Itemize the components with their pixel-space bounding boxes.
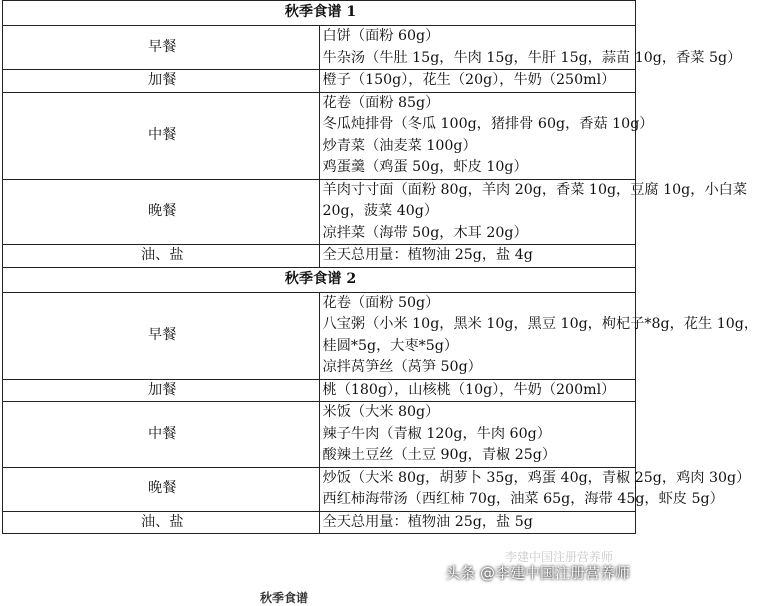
menu1-dinner-row	[3, 179, 636, 245]
watermark: 头条 @李建中国注册营养师	[445, 564, 630, 582]
food-line: 酸辣土豆丝（土豆 90g，青椒 25g）	[322, 447, 557, 463]
menu1-snack-row	[3, 70, 636, 93]
autumn-menu-table	[2, 0, 758, 534]
meal-content	[319, 467, 751, 511]
food-line: 橙子（150g），花生（20g），牛奶（250ml）	[322, 72, 616, 88]
food-line: 鸡蛋羹（鸡蛋 50g，虾皮 10g）	[322, 159, 528, 175]
food-line: 八宝粥（小米 10g，黑米 10g，黑豆 10g，枸杞子*8g，花生 10g，	[322, 316, 758, 332]
meal-label-oil-salt: 油、盐	[3, 245, 320, 268]
menu1-title: 秋季食谱 1	[3, 1, 636, 26]
food-line: 桂圆*5g，大枣*5g）	[322, 337, 459, 354]
meal-label-oil-salt: 油、盐	[3, 511, 320, 534]
food-line: 20g，菠菜 40g）	[322, 203, 439, 219]
meal-label-breakfast: 早餐	[3, 292, 320, 379]
menu2-breakfast-row	[3, 292, 636, 379]
meal-label-breakfast: 早餐	[3, 26, 320, 70]
food-line: 凉拌莴笋丝（莴笋 50g）	[322, 359, 482, 375]
menu2-title: 秋季食谱 2	[3, 267, 636, 292]
menu2-lunch-row	[3, 402, 636, 468]
food-line: 花卷（面粉 50g）	[322, 294, 440, 311]
meal-content	[319, 402, 636, 468]
watermark-faint: 李建中国注册营养师	[505, 550, 614, 564]
food-line: 全天总用量：植物油 25g，盐 5g	[322, 513, 533, 530]
menu1-lunch-row	[3, 92, 636, 179]
meal-content	[319, 26, 742, 70]
menu1-title-row	[3, 1, 636, 26]
menu1-oil-salt-row	[3, 245, 636, 268]
menu2-dinner-row	[3, 467, 636, 511]
food-line: 米饭（大米 80g）	[322, 404, 440, 420]
food-line: 辣子牛肉（青椒 120g，牛肉 60g）	[322, 425, 551, 442]
next-menu-title-partial: 秋季食谱	[260, 591, 309, 605]
menu2-title-row	[3, 267, 636, 292]
food-line: 炒饭（大米 80g，胡萝卜 35g，鸡蛋 40g，青椒 25g，鸡肉 30g）	[322, 469, 751, 486]
meal-content	[319, 70, 636, 93]
meal-content	[319, 179, 748, 245]
food-line: 冬瓜炖排骨（冬瓜 100g，猪排骨 60g，香菇 10g）	[322, 116, 654, 132]
meal-label-dinner: 晚餐	[3, 467, 320, 511]
food-line: 花卷（面粉 85g）	[322, 94, 440, 111]
menu2-oil-salt-row	[3, 511, 636, 534]
meal-label-dinner: 晚餐	[3, 179, 320, 245]
meal-label-snack: 加餐	[3, 70, 320, 93]
meal-content	[319, 292, 758, 379]
meal-content	[319, 379, 636, 402]
meal-label-snack: 加餐	[3, 379, 320, 402]
meal-content	[319, 245, 636, 268]
meal-label-lunch: 中餐	[3, 402, 320, 468]
meal-content	[319, 92, 654, 179]
food-line: 西红柿海带汤（西红柿 70g，油菜 65g，海带 45g，虾皮 5g）	[322, 491, 724, 507]
meal-content	[319, 511, 636, 534]
food-line: 白饼（面粉 60g）	[322, 28, 440, 44]
menu1-breakfast-row	[3, 26, 636, 70]
food-line: 炒青菜（油麦菜 100g）	[322, 137, 477, 154]
food-line: 桃（180g），山核桃（10g），牛奶（200ml）	[322, 381, 616, 398]
food-line: 牛杂汤（牛肚 15g，牛肉 15g，牛肝 15g，蒜苗 10g，香菜 5g）	[322, 49, 742, 66]
menu2-snack-row	[3, 379, 636, 402]
food-line: 全天总用量：植物油 25g，盐 4g	[322, 247, 533, 263]
food-line: 凉拌菜（海带 50g，木耳 20g）	[322, 224, 528, 241]
meal-label-lunch: 中餐	[3, 92, 320, 179]
food-line: 羊肉寸寸面（面粉 80g，羊肉 20g，香菜 10g，豆腐 10g，小白菜	[322, 181, 748, 198]
